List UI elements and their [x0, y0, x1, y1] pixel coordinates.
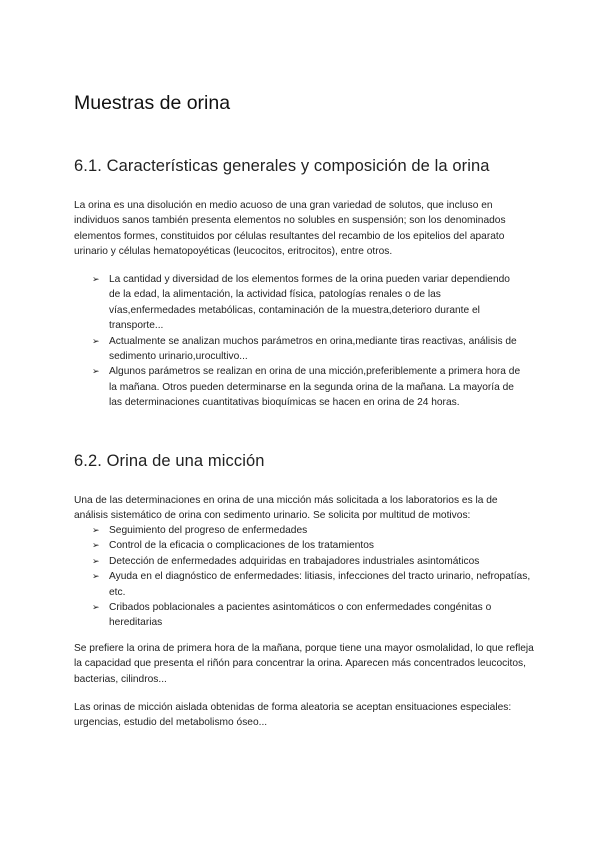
list-item-text: Detección de enfermedades adquiridas en trabajadores industriales asintomáticos — [109, 555, 480, 567]
list-item-text: Ayuda en el diagnóstico de enfermedades: litiasis, infecciones del tracto urinario, nefropatías, etc. — [109, 571, 531, 598]
list-item-text: La cantidad y diversidad de los elementos formes de la orina pueden variar dependiendo de la edad, la alimentación, la actividad física, patologías renales o de las vías,enfermedades metabólicas, contaminación de la muestra,deterioro durante el transporte... — [109, 274, 510, 332]
arrow-bullet-icon: ➢ — [92, 555, 100, 566]
section-6-2-bullet-list — [92, 523, 532, 631]
arrow-bullet-icon: ➢ — [92, 571, 100, 582]
list-item — [92, 272, 524, 334]
list-item-text: Cribados poblacionales a pacientes asintomáticos o con enfermedades congénitas o hereditarias — [109, 602, 492, 629]
arrow-bullet-icon: ➢ — [92, 602, 100, 613]
list-item — [92, 554, 532, 569]
arrow-bullet-icon: ➢ — [92, 540, 100, 551]
section-6-2-paragraph-3: Las orinas de micción aislada obtenidas de forma aleatoria se aceptan ensituaciones especiales: urgencias, estudio del metabolismo óseo... — [74, 702, 512, 729]
section-6-2-paragraph-2: Se prefiere la orina de primera hora de la mañana, porque tiene una mayor osmolalidad, lo que refleja la capacidad que presenta el riñón para concentrar la orina. Aparecen más concentrados leucocitos, bacterias, cilindros... — [74, 643, 534, 685]
section-6-2-intro: Una de las determinaciones en orina de una micción más solicitada a los laboratorios es la de análisis sistemático de orina con sedimento urinario. Se solicita por multitud de motivos: — [74, 495, 498, 522]
list-item — [92, 364, 524, 410]
list-item-text: Control de la eficacia o complicaciones de los tratamientos — [109, 540, 375, 552]
section-6-1-bullet-list — [92, 272, 524, 411]
arrow-bullet-icon: ➢ — [92, 335, 100, 346]
arrow-bullet-icon: ➢ — [92, 366, 100, 377]
list-item — [92, 600, 532, 631]
list-item — [92, 523, 532, 538]
list-item — [92, 334, 524, 365]
arrow-bullet-icon: ➢ — [92, 274, 100, 284]
list-item-text: Algunos parámetros se realizan en orina de una micción,preferiblemente a primera hora de la mañana. Otros pueden determinarse en la segunda orina de la mañana. La mayoría de las determinaciones cuantitativas bioquímicas se hacen en orina de 24 horas. — [109, 366, 521, 409]
list-item-text: Actualmente se analizan muchos parámetros en orina,mediante tiras reactivas, análisis de sedimento urinario,urocultivo... — [109, 335, 517, 363]
section-6-1-intro: La orina es una disolución en medio acuoso de una gran variedad de solutos, que incluso en individuos sanos también presenta elementos no solubles en suspensión; son los denominados elementos formes, constituidos por células resultantes del recambio de los epitelios del aparato urinario y células hematopoyéticas (leucocitos, eritrocitos), entre otros. — [74, 200, 506, 258]
list-item-text: Seguimiento del progreso de enfermedades — [109, 525, 308, 536]
section-heading-6-2: 6.2. Orina de una micción — [74, 452, 265, 470]
section-heading-6-1: 6.1. Características generales y composición de la orina — [74, 157, 490, 175]
list-item — [92, 538, 532, 553]
list-item — [92, 569, 532, 600]
arrow-bullet-icon: ➢ — [92, 525, 100, 535]
page-title: Muestras de orina — [74, 92, 231, 114]
